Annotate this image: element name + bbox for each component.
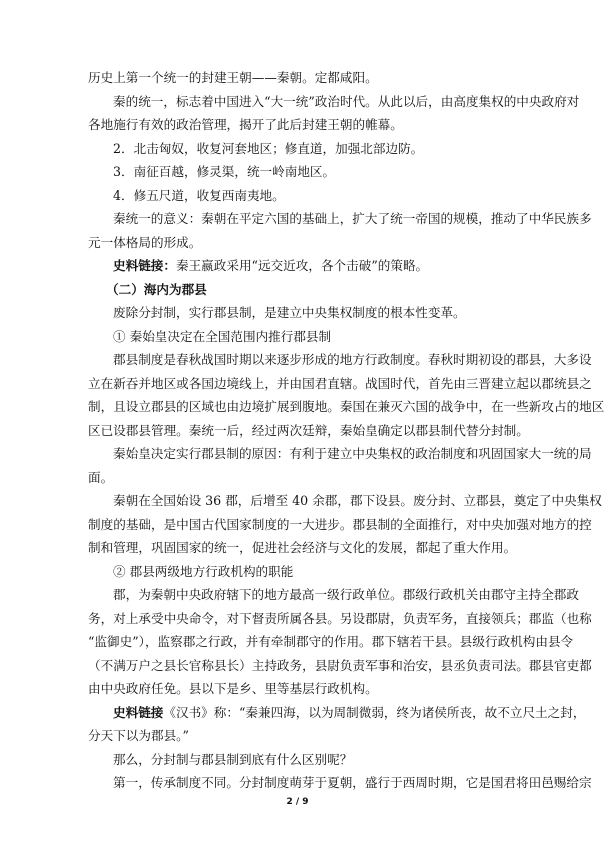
text-line: 2．北击匈奴，收复河套地区；修直道，加强北部边防。	[113, 140, 424, 156]
text-line: 那么，分封制与郡县制到底有什么区别呢？	[113, 751, 353, 767]
text-line: 秦统一的意义：秦朝在平定六国的基础上，扩大了统一帝国的规模，推动了中华民族多	[113, 211, 592, 226]
document-body	[88, 66, 604, 795]
text-line: 由中央政府任免。县以下是乡、里等基层行政机构。	[88, 681, 378, 696]
source-link-line	[88, 701, 586, 725]
source-link-label: 史料链接	[113, 704, 164, 720]
section-heading: （二）海内为郡县	[106, 281, 207, 297]
text-line: 3．南征百越，修灵渠，统一岭南地区。	[113, 164, 336, 179]
text-line: 郡，为秦朝中央政府辖下的地方最高一级行政单位。郡级行政机关由郡守主持全郡政	[113, 587, 579, 602]
text-line: 务，对上承受中央命令，对下督责所属各县。另设郡尉，负责军务，直接领兵；郡监（也称	[88, 610, 592, 626]
subsection-heading: ① 秦始皇决定在全国范围内推行郡县制	[113, 328, 332, 344]
source-link-text: 《汉书》称：“秦兼四海，以为周制微弱，终为诸侯所丧，故不立尺土之封，	[163, 704, 586, 720]
text-line: 4．修五尺道，收复西南夷地。	[113, 187, 285, 203]
source-link-label: 史料链接：	[113, 258, 176, 273]
page-number: 2 / 9	[286, 797, 309, 807]
text-line: 秦的统一，标志着中国进入“大一统”政治时代。从此以后，由高度集权的中央政府对	[113, 93, 580, 109]
text-line: 元一体格局的形成。	[88, 234, 202, 250]
text-line: 面。	[88, 469, 114, 485]
text-line: 各地施行有效的政治管理，揭开了此后封建王朝的帷幕。	[88, 117, 403, 132]
text-line: “监御史”），监察郡之行政，并有牵制郡守的作用。郡下辖若干县。县级行政机构由县令	[88, 634, 574, 649]
source-link-text: 秦王嬴政采用“远交近攻，各个击破”的策略。	[175, 258, 429, 273]
text-line: 制和管理，巩固国家的统一，促进社会经济与文化的发展，都起了重大作用。	[88, 540, 517, 555]
text-line: 历史上第一个统一的封建王朝——秦朝。定都咸阳。	[88, 70, 378, 85]
subsection-heading: ② 郡县两级地方行政机构的职能	[113, 563, 294, 579]
text-line: 秦朝在全国始设 36 郡，后增至 40 余郡，郡下设县。废分封、立郡县，奠定了中央集权	[113, 493, 602, 508]
text-line: 制度的基础，是中国古代国家制度的一大进步。郡县制的全面推行，对中央加强对地方的控	[88, 516, 592, 532]
text-line: 第一，传承制度不同。分封制度萌芽于夏朝，盛行于西周时期，它是国君将田邑赐给宗	[113, 775, 592, 790]
text-line: 分天下以为郡县。”	[88, 728, 189, 743]
text-line: （不满万户之县长官称县长）主持政务，县尉负责军事和治安，县丞负责司法。郡县官吏都	[88, 657, 592, 673]
source-link-line	[88, 254, 522, 278]
text-line: 废除分封制，实行郡县制，是建立中央集权制度的根本性变革。	[113, 305, 466, 320]
text-line: 郡县制度是春秋战国时期以来逐步形成的地方行政制度。春秋时期初设的郡县，大多设	[113, 352, 592, 367]
text-line: 秦始皇决定实行郡县制的原因：有利于建立中央集权的政治制度和巩固国家大一统的局	[113, 446, 592, 461]
text-line: 区已设郡县管理。秦统一后，经过两次廷辩，秦始皇确定以郡县制代替分封制。	[88, 422, 529, 438]
text-line: 制，且设立郡县的区域也由边境扩展到腹地。秦国在兼灭六国的战争中，在一些新攻占的地区	[88, 399, 604, 414]
text-line: 立在新吞并地区或各国边境线上，并由国君直辖。战国时代，首先由三晋建立起以郡统县之	[88, 375, 592, 391]
